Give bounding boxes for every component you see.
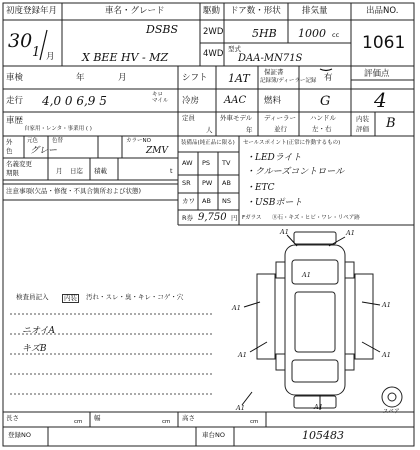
history-label: 車歴	[6, 116, 24, 126]
glass-label: Fガラス	[242, 215, 262, 221]
shift-label: シフト	[182, 73, 208, 83]
fuel-label: 燃料	[264, 96, 282, 106]
height-unit: cm	[250, 419, 259, 425]
color-no-label: カラーNO	[126, 138, 151, 144]
damage-mark-4: A1	[238, 351, 247, 359]
dealer-label: ディーラー	[264, 114, 296, 122]
brand-code: DSBS	[146, 23, 178, 36]
equip-sr: SR	[182, 179, 191, 187]
equip-ab2: AB	[202, 197, 211, 205]
selling-label: セールスポイント(正常に作動するもの)	[243, 140, 341, 146]
car-diagram	[257, 229, 402, 408]
inspector-words: 汚れ・スレ・臭・キレ・コゲ・穴	[86, 293, 184, 301]
warranty-mark: 有	[324, 73, 333, 83]
equipment-label: 装備品(純正品に限る)	[181, 140, 235, 146]
damage-mark-7: A1	[236, 404, 245, 412]
mileage-unit: キロ マイル	[152, 92, 169, 104]
model-value: DAA-MN71S	[238, 53, 303, 64]
equip-leather: カワ	[182, 197, 195, 205]
drive-label: 駆動	[203, 6, 221, 16]
color-change-label: 色替	[52, 138, 64, 144]
ac-value: AAC	[224, 95, 247, 106]
outer-color-label-2: 色	[6, 147, 13, 155]
displacement-unit: cc	[332, 31, 340, 39]
notes-label: 注意事項(欠品・修復・不具合箇所および状態)	[6, 187, 142, 195]
handle-label: ハンドル	[310, 114, 336, 122]
selling-point-2: ・クルーズコントロール	[246, 167, 345, 177]
selling-point-4: ・USBポート	[246, 198, 303, 208]
model-label: 型式	[228, 45, 241, 53]
first-reg-era: 30	[8, 30, 33, 52]
inspector-note-2: キズB	[22, 344, 47, 354]
r-label: R券	[182, 214, 194, 222]
inspector-label: 検査員記入	[16, 293, 49, 301]
capacity-label: 定員	[182, 114, 195, 122]
interior-label-2: 評価	[356, 125, 369, 133]
mileage-label: 走行	[6, 96, 24, 106]
length-label: 長さ	[6, 414, 19, 422]
inspector-note-1: ニオイA	[22, 326, 56, 336]
exhibit-number: 1061	[362, 33, 406, 53]
name-change-label-2: 期限	[6, 169, 19, 177]
name-grade-label: 車名・グレード	[105, 6, 165, 16]
chassis-value: 105483	[302, 429, 344, 442]
shaken-month: 月	[118, 73, 127, 83]
loading-unit: t	[170, 167, 173, 175]
door-shape-value: 5HB	[252, 27, 277, 40]
shift-value: 1AT	[228, 72, 250, 85]
equip-ps: PS	[202, 159, 211, 167]
damage-mark-1: A1	[280, 228, 289, 236]
selling-point-1: ・LEDライト	[246, 153, 302, 163]
warranty-label: 保証書	[264, 68, 284, 76]
damage-lines	[242, 235, 380, 410]
color-no-value: ZMV	[146, 146, 168, 156]
equip-pw: PW	[202, 179, 213, 187]
shaken-label: 車検	[6, 73, 24, 83]
interior-value: B	[386, 116, 396, 131]
fuel-value: G	[320, 94, 331, 109]
equip-tv: TV	[222, 159, 231, 167]
warranty-sub: 記録簿/ディーラー記録	[260, 78, 317, 84]
selling-point-3: ・ETC	[246, 183, 275, 193]
capacity-unit: 人	[206, 126, 213, 134]
equip-ab: AB	[222, 179, 231, 187]
equip-aw: AW	[182, 159, 193, 167]
handle-value: 左・右	[312, 125, 332, 133]
damage-mark-8: A1	[314, 403, 323, 411]
score-value: 4	[374, 88, 387, 112]
damage-mark-5: A1	[382, 301, 391, 309]
reg-no-label: 登録NO	[8, 431, 31, 439]
score-label: 評価点	[364, 69, 390, 79]
equip-ns: NS	[222, 197, 231, 205]
door-shape-label: ドア数・形状	[230, 6, 281, 16]
ac-label: 冷房	[182, 96, 200, 106]
displacement-value: 1000	[298, 27, 326, 40]
width-label: 幅	[94, 414, 101, 422]
chassis-label: 車台NO	[202, 431, 225, 439]
damage-mark-2: A1	[346, 229, 355, 237]
drive-4wd: 4WD	[203, 49, 224, 59]
width-unit: cm	[162, 419, 171, 425]
length-unit: cm	[74, 419, 83, 425]
dealer-value: 並行	[274, 125, 287, 133]
orig-color-label: 元色	[27, 138, 39, 144]
displacement-label: 排気量	[302, 6, 328, 16]
spare-label: スペア	[383, 409, 400, 415]
vehicle-name: X BEE HV - MZ	[82, 51, 169, 64]
outer-color-label: 外	[6, 138, 13, 146]
glass-legend: Ⓑ石・キズ・ヒビ・ワレ・リペア跡	[272, 215, 360, 221]
r-value: 9,750	[198, 212, 227, 223]
import-unit: 年	[246, 126, 253, 134]
damage-mark-9: A1	[302, 271, 311, 279]
inspector-interior-tag: 内装	[64, 294, 77, 302]
exhibit-label: 出品NO.	[366, 6, 399, 16]
damage-mark-3: A1	[232, 304, 241, 312]
drive-2wd: 2WD	[203, 27, 224, 37]
auction-sheet	[2, 2, 415, 447]
loading-label: 積載	[94, 167, 107, 175]
name-change-label: 名義変更	[6, 160, 32, 168]
history-sub: 自家用・レンタ・事業用 ( )	[24, 126, 92, 132]
name-change-day: 日迄	[70, 167, 83, 175]
name-change-month: 月	[56, 167, 63, 175]
first-reg-month-unit: 月	[46, 52, 55, 62]
outer-color-value: グレー	[30, 146, 58, 156]
height-label: 高さ	[182, 414, 195, 422]
interior-label: 内装	[356, 115, 369, 123]
r-unit: 円	[231, 214, 238, 222]
import-label: 外車モデル	[220, 114, 253, 122]
form-grid	[2, 2, 415, 447]
mileage-value: 4,0 0 6,9 5	[42, 94, 107, 108]
damage-mark-6: A1	[382, 351, 391, 359]
first-reg-label: 初度登録年月	[6, 6, 58, 16]
shaken-year: 年	[76, 73, 85, 83]
first-reg-month: 1	[32, 45, 41, 60]
